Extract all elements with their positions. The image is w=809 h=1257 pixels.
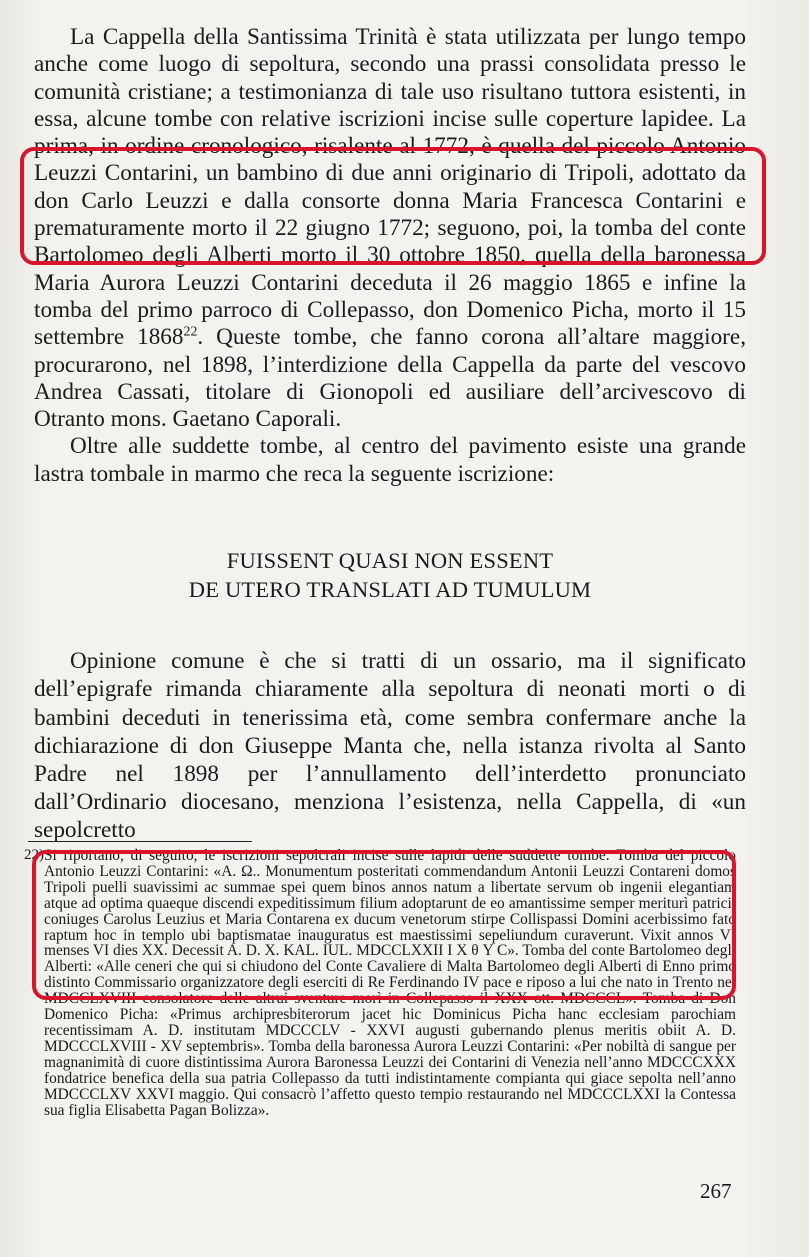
- paragraph-ossuary: Opinione comune è che si tratti di un ossario, ma il significato dell’epigrafe rimanda chiaramente alla sepoltura di neonati morti o di bambini deceduti in tenerissima età, come sembra confermare anche la dichiarazione di don Giuseppe Manta che, nella istanza rivolta al Santo Padre nel 1898 per l’annullamento dell’interdetto pronunciato dall’Ordinario diocesano, menziona l’esistenza, nella Cappella, di «un sepolcretto: [34, 648, 746, 844]
- paragraph-tombs-text: La Cappella della Santissima Trinità è stata utilizzata per lungo tempo anche come luogo di sepoltura, secondo una prassi consolidata presso le comunità cristiane; a testimonianza di tale uso risultano tuttora esistenti, in essa, alcune tombe con relative iscrizioni incise sulle coperture lapidee. La prima, in ordine cronologico, risalente al 1772, è quella del piccolo Antonio Leuzzi Contarini, un bambino di due anni originario di Tripoli, adottato da don Carlo Leuzzi e dalla consorte donna Maria Francesca Contarini e prematuramente morto il 22 giugno 1772; seguono, poi, la tomba del conte Bartolomeo degli Alberti morto il 30 ottobre 1850, quella della baronessa Maria Aurora Leuzzi Contarini deceduta il 26 maggio 1865 e infine la tomba del primo parroco di Collepasso, don Domenico Picha, morto il 15 settembre 1868: [34, 24, 746, 351]
- footnote-reference: 22: [183, 324, 198, 340]
- paragraph-slab: Oltre alle suddette tombe, al centro del pavimento esiste una grande lastra tombale in marmo che reca la seguente iscrizione:: [34, 433, 746, 487]
- paragraph-tombs-end: . Queste tombe, che fanno corona all’altare maggiore, procurarono, nel 1898, l’interdizione della Cappella da parte del vescovo Andrea Cassati, titolare di Gionopoli ed ausiliare dell’arcivescovo di Otranto mons. Gaetano Caporali.: [34, 324, 746, 433]
- page-number: 267: [700, 1179, 732, 1203]
- footnote-text: Si riportano, di seguito, le iscrizioni sepolcrali incise sulle lapidi delle suddette tombe. Tomba del piccolo Antonio Leuzzi Contarini: «A. Ω.. Monumentum posteritati commendandum Antonii Leuzzi Contareni domos Tripoli puelli suavissimi ac summae spei quem binos annos natum a libertate servum ob ingenii elegantiam atque ad optima quaeque discendi expeditissimum filium adoptarunt de eo amantissime semper meriturì patricii coniuges Carolus Leuzius et Maria Contarena ex ducum venetorum stirpe Collispassi Domini acerbissimo fato raptum hoc in templo ubi baptismatae inauguratus est maestissimi sepeliundum curaverunt. Vixit annos VI menses VI dies XX. Decessit A. D. X. KAL. IUL. MDCCLXXII I X θ Y C». Tomba del conte Bartolomeo degli Alberti: «Alle ceneri che qui si chiudono del Conte Cavaliere di Malta Bartolomeo degli Alberti di Enno primo distinto Commissario organizzatore degli eserciti di Re Ferdinando IV pace e riposo a lui che nato in Trento nel MDCCLXVIII consolatore delle altrui sventure morì in Collepasso il XXX ott. MDCCCL». Tomba di Don Domenico Picha: «Primus archipresbiterorum jacet hic Dominicus Picha hanc ecclesiam parochiam recentissimam A. D. institutam MDCCCLV - XXVI augusti gubernando plenus meritis obiit A. D. MDCCCLXVIII - XV septembris». Tomba della baronessa Aurora Leuzzi Contarini: «Per nobiltà di sangue per magnanimità di cuore distintissima Aurora Baronessa Leuzzi dei Contarini di Venezia nell’anno MDCCCXXX fondatrice benefica della sua patria Collepasso da tutti indistintamente compianta qui giace sepolta nell’anno MDCCCLXV XXVI maggio. Qui consacrò l’affetto questo tempio restaurando nel MDCCCLXXI la Contessa sua figlia Elisabetta Pagan Bolizza».: [44, 847, 736, 1119]
- epigraph-line-2: DE UTERO TRANSLATI AD TUMULUM: [188, 577, 592, 602]
- footnote-number: 22): [24, 847, 44, 863]
- epigraph-inscription: [34, 546, 746, 604]
- footnote-divider: [28, 841, 252, 842]
- main-text-continued: [34, 624, 746, 868]
- highlight-box-main-text: [20, 147, 766, 265]
- epigraph-line-1: FUISSENT QUASI NON ESSENT: [226, 548, 554, 573]
- highlight-box-footnote: [32, 850, 736, 1000]
